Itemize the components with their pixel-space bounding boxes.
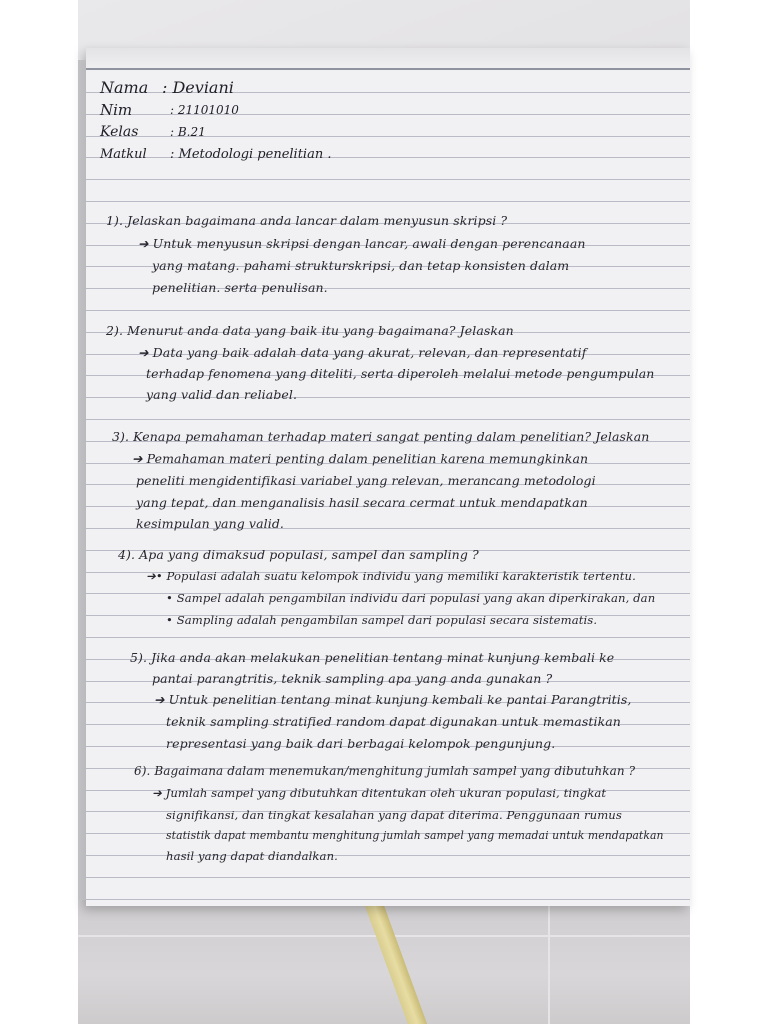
answer-5-line-4: representasi yang baik dari berbagai kelompok pengunjung. — [166, 736, 556, 751]
question-6: 6). Bagaimana dalam menemukan/menghitung jumlah sampel yang dibutuhkan ? — [134, 764, 636, 778]
top-rule — [86, 68, 690, 70]
answer-1-line-1: ➔ Untuk menyusun skripsi dengan lancar, awali dengan perencanaan — [138, 236, 586, 251]
answer-4-line-3: • Sampling adalah pengambilan sampel dari populasi secara sistematis. — [166, 613, 598, 627]
answer-3-line-4: kesimpulan yang valid. — [136, 516, 284, 531]
answer-1-line-2: yang matang. pahami strukturskripsi, dan tetap konsisten dalam — [152, 258, 570, 273]
question-4: 4). Apa yang dimaksud populasi, sampel dan sampling ? — [118, 547, 479, 562]
answer-3-line-2: peneliti mengidentifikasi variabel yang relevan, merancang metodologi — [136, 473, 596, 488]
nama-value: : Deviani — [162, 78, 234, 97]
answer-6-line-4: hasil yang dapat diandalkan. — [166, 849, 338, 863]
answer-2-line-3: yang valid dan reliabel. — [146, 387, 298, 402]
question-5: 5). Jika anda akan melakukan penelitian tentang minat kunjung kembali ke — [130, 650, 615, 665]
nim-label: Nim — [100, 101, 133, 119]
ruled-line — [86, 201, 690, 202]
ruled-line — [86, 310, 690, 311]
ruled-line — [86, 877, 690, 878]
answer-6-line-2: signifikansi, dan tingkat kesalahan yang dapat diterima. Penggunaan rumus — [166, 808, 622, 822]
answer-3-line-3: yang tepat, dan menganalisis hasil secara cermat untuk mendapatkan — [136, 495, 588, 510]
answer-6-line-1: ➔ Jumlah sampel yang dibutuhkan ditentukan oleh ukuran populasi, tingkat — [152, 786, 607, 800]
kelas-value: : B.21 — [170, 125, 206, 139]
nim-value: : 21101010 — [170, 103, 239, 117]
answer-5-line-2: ➔ Untuk penelitian tentang minat kunjung kembali ke pantai Parangtritis, — [154, 692, 632, 707]
answer-2-line-2: terhadap fenomena yang diteliti, serta diperoleh melalui metode pengumpulan — [146, 366, 655, 381]
matkul-label: Matkul — [100, 147, 147, 162]
question-1: 1). Jelaskan bagaimana anda lancar dalam menyusun skripsi ? — [106, 213, 508, 228]
matkul-value: : Metodologi penelitian . — [170, 147, 332, 162]
question-2: 2). Menurut anda data yang baik itu yang bagaimana? Jelaskan — [106, 323, 514, 338]
ruled-line — [86, 419, 690, 420]
nama-label: Nama — [100, 78, 149, 97]
answer-1-line-3: penelitian. serta penulisan. — [152, 280, 328, 295]
ruled-line — [86, 899, 690, 900]
ruled-line — [86, 637, 690, 638]
kelas-label: Kelas — [100, 124, 139, 140]
question-3: 3). Kenapa pemahaman terhadap materi sangat penting dalam penelitian? Jelaskan — [112, 429, 650, 444]
answer-5-line-1: pantai parangtritis, teknik sampling apa yang anda gunakan ? — [152, 671, 553, 686]
answer-5-line-3: teknik sampling stratified random dapat digunakan untuk memastikan — [166, 714, 621, 729]
answer-4-line-2: • Sampel adalah pengambilan individu dari populasi yang akan diperkirakan, dan — [166, 591, 656, 605]
answer-2-line-1: ➔ Data yang baik adalah data yang akurat, relevan, dan representatif — [138, 345, 587, 360]
ruled-line — [86, 179, 690, 180]
answer-3-line-1: ➔ Pemahaman materi penting dalam penelitian karena memungkinkan — [132, 451, 589, 466]
answer-4-line-1: ➔• Populasi adalah suatu kelompok individu yang memiliki karakteristik tertentu. — [146, 569, 636, 583]
answer-6-line-3: statistik dapat membantu menghitung jumlah sampel yang memadai untuk mendapatkan — [166, 829, 664, 842]
notebook-page — [86, 48, 690, 906]
tile-seam — [548, 900, 550, 1024]
